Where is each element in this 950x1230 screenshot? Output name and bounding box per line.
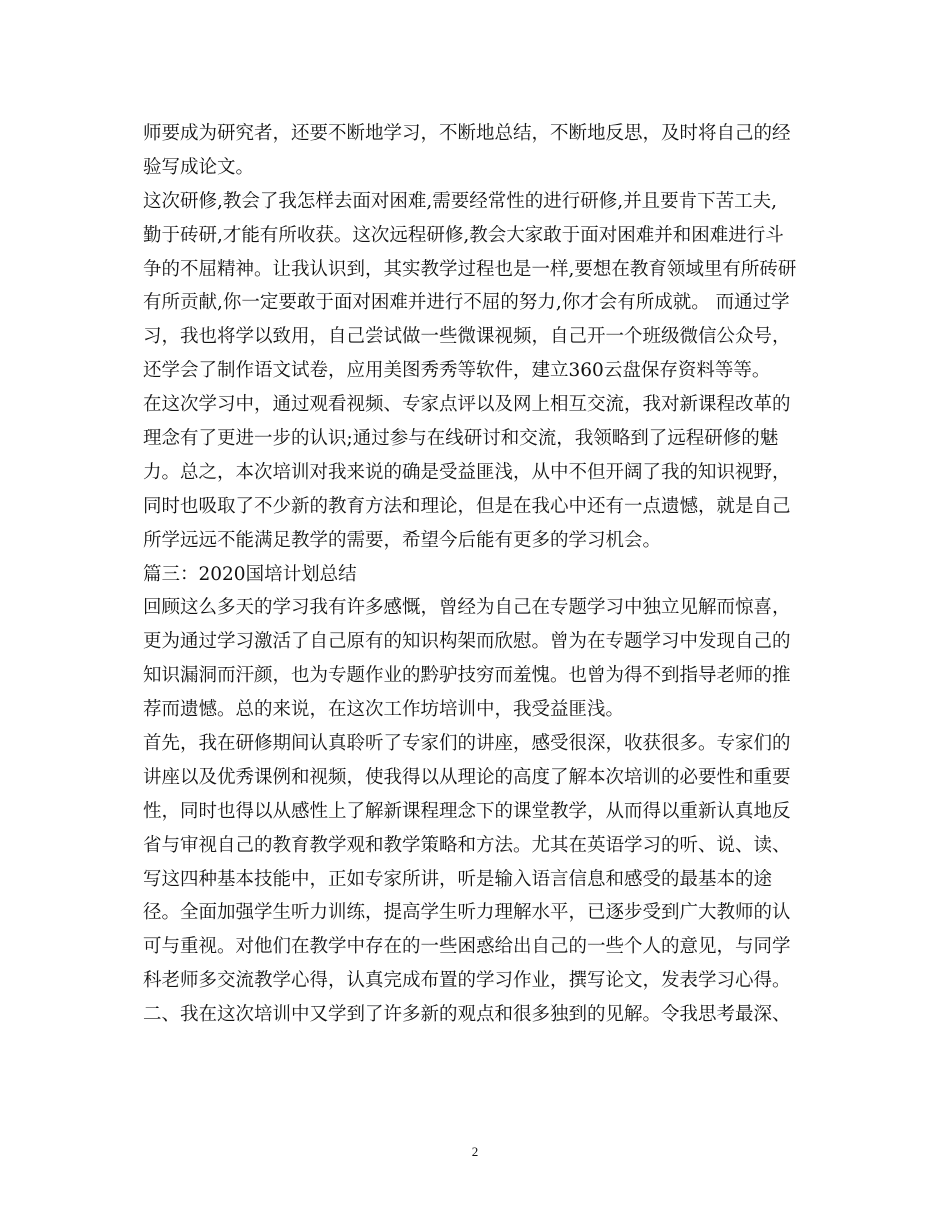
text-line: 更为通过学习激活了自己原有的知识构架而欣慰。曾为在专题学习中发现自己的 [143, 631, 791, 653]
text-line: 写这四种基本技能中，正如专家所讲，听是输入语言信息和感受的最基本的途 [143, 868, 773, 890]
text-line: 有所贡献,你一定要敢于面对困难并进行不屈的努力,你才会有所成就。 而通过学 [143, 292, 790, 314]
text-line: 师要成为研究者，还要不断地学习，不断地总结，不断地反思，及时将自己的经 [143, 123, 791, 144]
text-line: 讲座以及优秀课例和视频，使我得以从理论的高度了解本次培训的必要性和重要 [143, 766, 791, 788]
text-line: 可与重视。对他们在教学中存在的一些困惑给出自己的一些个人的意见，与同学 [143, 936, 791, 958]
text-line: 理念有了更进一步的认识;通过参与在线研讨和交流，我领略到了远程研修的魅 [143, 428, 779, 450]
text-line: 所学远远不能满足教学的需要，希望今后能有更多的学习机会。 [143, 529, 662, 551]
text-line: 争的不屈精神。让我认识到，其实教学过程也是一样,要想在教育领域里有所砖研 [143, 258, 797, 280]
text-line: 荐而遗憾。总的来说，在这次工作坊培训中，我受益匪浅。 [143, 699, 625, 721]
page-number: 2 [471, 1144, 479, 1159]
text-line: 首先，我在研修期间认真聆听了专家们的讲座，感受很深，收获很多。专家们的 [143, 733, 791, 755]
text-line: 勤于砖研,才能有所收获。这次远程研修,教会大家敢于面对困难并和困难进行斗 [143, 224, 784, 246]
document-body [143, 117, 813, 1032]
text-line: 省与审视自己的教育教学观和教学策略和方法。尤其在英语学习的听、说、读、 [143, 834, 791, 856]
text-line: 科老师多交流教学心得，认真完成布置的学习作业，撰写论文，发表学习心得。 [143, 970, 791, 992]
section-heading: 篇三：2020国培计划总结 [143, 563, 357, 585]
text-line: 性，同时也得以从感性上了解新课程理念下的课堂教学，从而得以重新认真地反 [143, 800, 791, 822]
text-line: 二、我在这次培训中又学到了许多新的观点和很多独到的见解。令我思考最深、 [143, 1004, 791, 1026]
text-line: 力。总之，本次培训对我来说的确是受益匪浅，从中不但开阔了我的知识视野， [143, 461, 791, 483]
text-line: 习，我也将学以致用，自己尝试做一些微课视频，自己开一个班级微信公众号， [143, 326, 791, 348]
text-line: 回顾这么多天的学习我有许多感慨，曾经为自己在专题学习中独立见解而惊喜， [143, 597, 791, 619]
text-line: 径。全面加强学生听力训练，提高学生听力理解水平，已逐步受到广大教师的认 [143, 902, 791, 924]
text-line: 同时也吸取了不少新的教育方法和理论，但是在我心中还有一点遗憾，就是自己 [143, 495, 791, 517]
text-line: 这次研修,教会了我怎样去面对困难,需要经常性的进行研修,并且要肯下苦工夫, [143, 190, 778, 212]
text-line: 还学会了制作语文试卷，应用美图秀秀等软件，建立360云盘保存资料等等。 [143, 360, 771, 382]
text-line: 验写成论文。 [143, 156, 255, 178]
text-line: 在这次学习中，通过观看视频、专家点评以及网上相互交流，我对新课程改革的 [143, 394, 791, 416]
text-line: 知识漏洞而汗颜，也为专题作业的黔驴技穷而羞愧。也曾为得不到指导老师的推 [143, 665, 791, 687]
